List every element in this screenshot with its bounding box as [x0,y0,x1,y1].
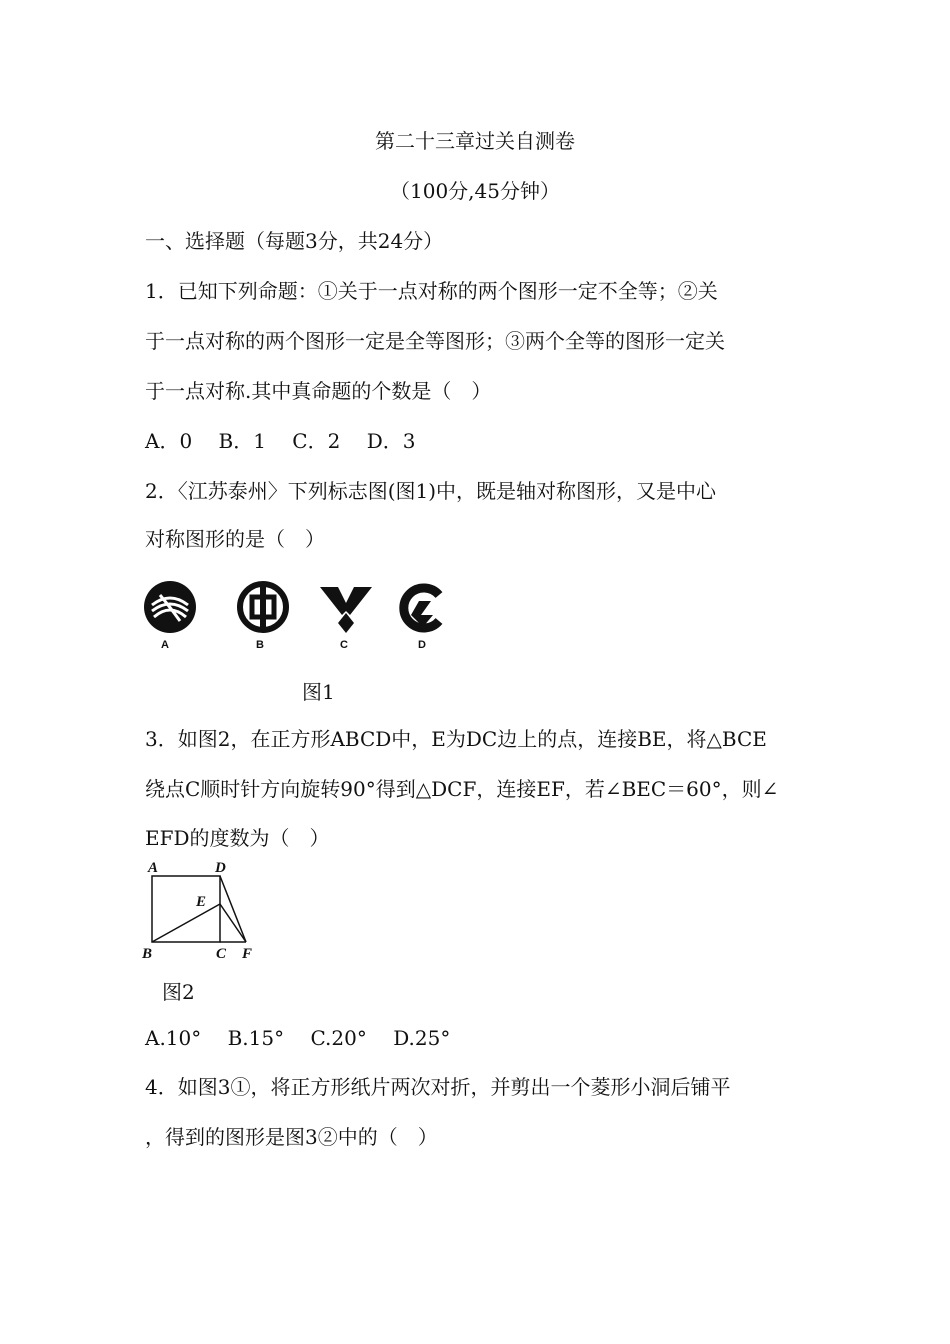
logo-c-icon [318,583,374,635]
q2-line-2: 对称图形的是（ ） [145,527,325,551]
q1-options: A．0 B．1 C．2 D．3 [145,429,416,453]
point-d-label: D [215,860,226,876]
q4-line-2: ，得到的图形是图3②中的（ ） [145,1125,438,1149]
logo-b-icon [235,579,291,635]
logo-label: D [418,639,426,651]
q1-line-3: 于一点对称.其中真命题的个数是（ ） [145,379,492,403]
page-title: 第二十三章过关自测卷 [375,129,575,153]
q1-line-1: 1．已知下列命题：①关于一点对称的两个图形一定不全等；②关 [145,279,718,303]
figure-2 [140,858,280,968]
page-subtitle: （100分,45分钟） [390,179,560,203]
q3-line-1: 3．如图2，在正方形ABCD中，E为DC边上的点，连接BE，将△BCE [145,727,767,751]
logo-label: C [340,639,348,651]
point-b-label: B [142,946,153,962]
q3-line-2: 绕点C顺时针方向旋转90°得到△DCF，连接EF，若∠BEC＝60°，则∠ [145,777,779,801]
point-f-label: F [242,946,253,962]
figure-1 [140,575,460,655]
point-c-label: C [216,946,227,962]
q2-line-1: 2．〈江苏泰州〉下列标志图(图1)中，既是轴对称图形，又是中心 [145,479,717,503]
q4-line-1: 4．如图3①，将正方形纸片两次对折，并剪出一个菱形小洞后铺平 [145,1075,731,1099]
square-diagram [140,858,280,968]
point-e-label: E [196,894,207,910]
q3-options: A.10° B.15° C.20° D.25° [145,1026,451,1050]
figure-1-caption: 图1 [302,680,335,704]
figure-2-caption: 图2 [162,980,195,1004]
logo-a-icon [142,579,198,635]
point-a-label: A [148,860,159,876]
section-heading: 一、选择题（每题3分，共24分） [145,229,444,253]
logo-label: B [256,639,264,651]
logo-d-icon [397,581,447,635]
q3-line-3: EFD的度数为（ ） [145,826,330,850]
logo-label: A [161,639,169,651]
q1-line-2: 于一点对称的两个图形一定是全等图形；③两个全等的图形一定关 [145,329,725,353]
